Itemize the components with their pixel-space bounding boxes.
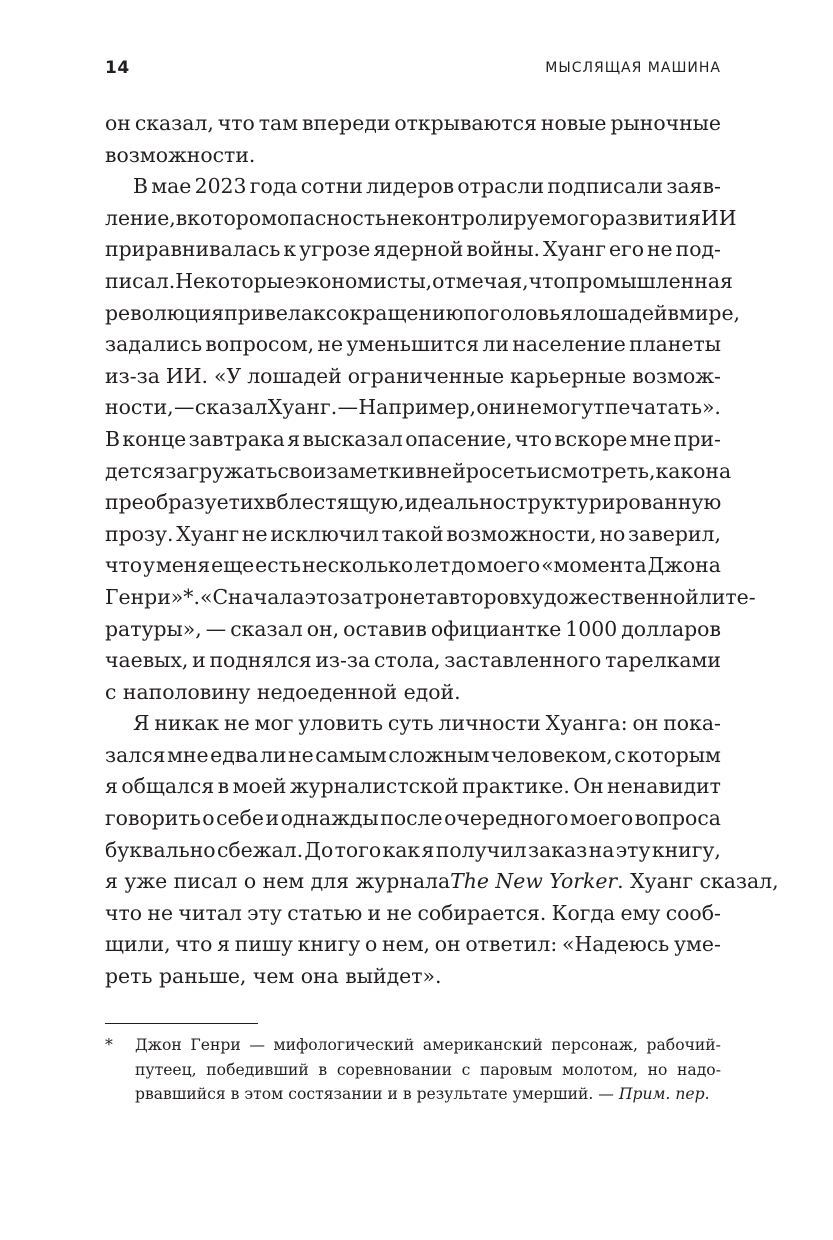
text-line: В мае 2023 года сотни лидеров отрасли подписали заяв- [133,174,721,199]
text-line: ности, — сказал Хуанг. — Например, они не могут печатать». [105,395,721,420]
footnote-line-last [135,1082,721,1107]
footnote-separator [105,1023,258,1024]
text-line: возможности. [105,142,256,167]
text-line: реть раньше, чем она выйдет». [105,964,442,989]
running-head-title: МЫСЛЯЩАЯ МАШИНА [545,60,721,76]
main-text [105,108,779,993]
text-line: писал. Некоторые экономисты, отмечая, что промышленная [105,268,733,293]
translator-note-label: Прим. пер. [618,1085,710,1103]
text-line: зался мне едва ли не самым сложным человеком, с которым [105,742,721,767]
footnote-body [135,1033,721,1107]
footnote-line: Джон Генри — мифологический американский персонаж, рабочий- [135,1036,721,1054]
text-line: задались вопросом, не уменьшится ли население планеты [105,332,721,357]
text-line: ратуры», — сказал он, оставив официантке 1000 долларов [105,616,721,641]
text-line: он сказал, что там впереди открываются новые рыночные [105,111,721,135]
text-line: Генри»*. «Сначала это затронет авторов художественной лите- [105,584,756,609]
text-segment: я уже писал о нем для журнала [105,869,451,894]
text-line: говорить о себе и однажды после очередного моего вопроса [105,806,721,831]
magazine-title: The New Yorker [450,869,618,894]
page-number: 14 [105,58,130,78]
text-line: что не читал эту статью и не собирается. Когда ему сооб- [105,900,721,925]
text-line-with-italic [105,866,779,898]
footnote-line: путеец, победивший в соревновании с паровым молотом, но надо- [135,1060,721,1079]
running-header [105,58,721,82]
text-line: из-за ИИ. «У лошадей ограниченные карьерные возмож- [105,363,721,388]
text-line: революция привела к сокращению поголовья лошадей в мире, [105,300,741,325]
footnote-marker: * [105,1036,113,1054]
text-line: буквально сбежал. До того как я получил заказ на эту книгу, [105,837,721,862]
text-line: преобразует их в блестящую, идеально структурированную [105,490,722,515]
text-line: приравнивалась к угрозе ядерной войны. Хуанг его не под- [105,237,721,262]
text-line: щили, что я пишу книгу о нем, он ответил: «Надеюсь уме- [105,932,721,957]
text-line: чаевых, и поднялся из-за стола, заставленного тарелками [105,648,721,673]
text-line: В конце завтрака я высказал опасение, что вскоре мне при- [105,426,721,451]
text-line: с наполовину недоеденной едой. [105,679,461,704]
text-line: прозу. Хуанг не исключил такой возможности, но заверил, [105,521,721,546]
text-line: что у меня еще есть несколько лет до моего «момента Джона [105,553,721,578]
text-line: Я никак не мог уловить суть личности Хуанга: он пока- [133,711,721,736]
text-line: я общался в моей журналистской практике. Он ненавидит [105,774,721,799]
text-segment: . Хуанг сказал, [617,869,779,894]
text-line: ление, в котором опасность неконтролируемого развития ИИ [105,205,737,230]
text-line: дется загружать свои заметки в нейросеть и смотреть, как она [105,458,732,483]
footnote-text: рвавшийся в этом состязании и в результате умерший. — [135,1085,619,1103]
